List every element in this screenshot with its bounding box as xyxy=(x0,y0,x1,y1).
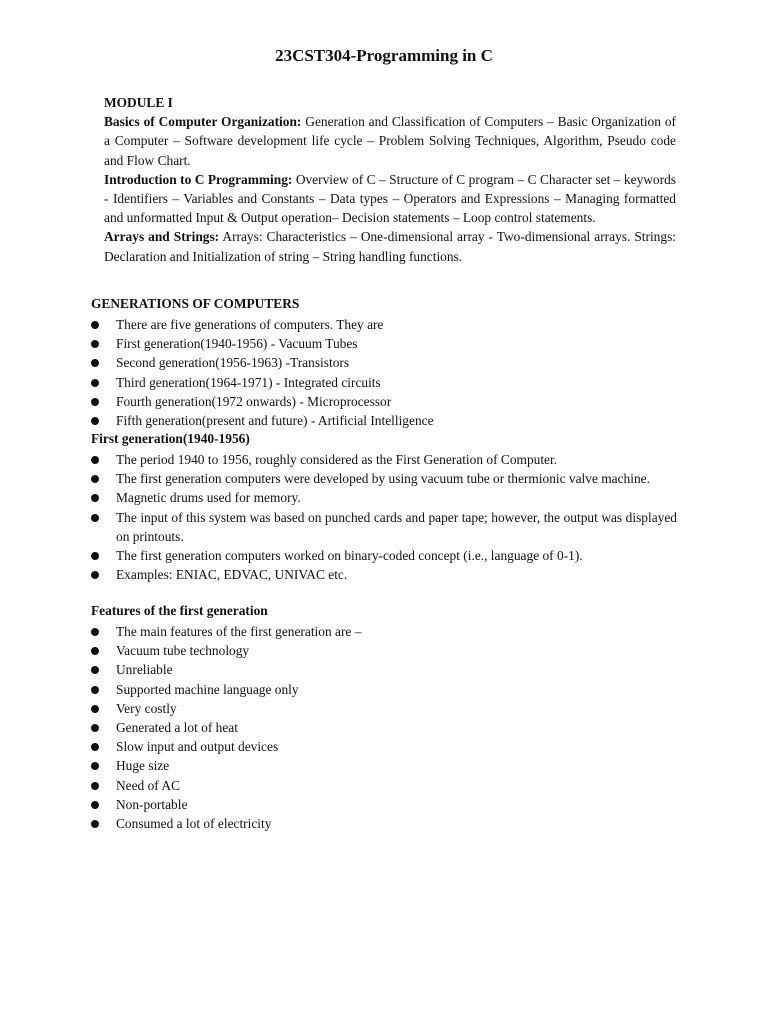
list-item xyxy=(91,756,677,775)
features-heading: Features of the first generation xyxy=(91,603,268,618)
bullet-icon xyxy=(91,456,99,464)
list-item-text: There are five generations of computers. They are xyxy=(116,317,384,332)
bullet-icon xyxy=(91,628,99,636)
list-item-text: The first generation computers were developed by using vacuum tube or thermionic valve machine. xyxy=(116,471,650,487)
list-item-text: Non-portable xyxy=(116,796,188,812)
features-list xyxy=(91,622,677,833)
list-item-text: Unreliable xyxy=(116,662,173,678)
bullet-icon xyxy=(91,782,99,790)
bullet-icon xyxy=(91,647,99,655)
generations-list xyxy=(91,315,677,430)
list-item-text: Supported machine language only xyxy=(116,681,299,697)
bullet-icon xyxy=(91,724,99,732)
bullet-icon xyxy=(91,514,99,522)
module-paragraph xyxy=(104,227,676,265)
list-item xyxy=(91,622,677,641)
module-heading: MODULE I xyxy=(104,95,173,110)
document-title: 23CST304-Programming in C xyxy=(275,46,493,65)
list-item-text: Need of AC xyxy=(116,777,180,793)
bullet-icon xyxy=(91,552,99,560)
module-paragraph xyxy=(104,170,676,228)
list-item xyxy=(91,392,677,411)
first-generation-heading: First generation(1940-1956) xyxy=(91,431,250,446)
list-item xyxy=(91,795,677,814)
list-item xyxy=(91,660,677,679)
list-item xyxy=(91,315,677,334)
list-item xyxy=(91,814,677,833)
list-item-text: Vacuum tube technology xyxy=(116,643,250,659)
list-item-text: Slow input and output devices xyxy=(116,739,279,755)
list-item-text: Third generation(1964-1971) - Integrated circuits xyxy=(116,374,381,390)
list-item xyxy=(91,508,677,546)
first-generation-list xyxy=(91,450,677,584)
bullet-icon xyxy=(91,417,99,425)
bullet-icon xyxy=(91,398,99,406)
bullet-icon xyxy=(91,475,99,483)
generations-heading: GENERATIONS OF COMPUTERS xyxy=(91,296,300,311)
list-item xyxy=(91,353,677,372)
bullet-icon xyxy=(91,705,99,713)
bullet-icon xyxy=(91,762,99,770)
list-item-text: Consumed a lot of electricity xyxy=(116,816,272,832)
list-item xyxy=(91,776,677,795)
list-item-text: The main features of the first generation are – xyxy=(116,624,362,639)
bullet-icon xyxy=(91,801,99,809)
list-item-text: Magnetic drums used for memory. xyxy=(116,490,301,506)
bullet-icon xyxy=(91,686,99,694)
list-item xyxy=(91,373,677,392)
list-item xyxy=(91,450,677,469)
topic-label: Introduction to C Programming: xyxy=(104,171,293,187)
list-item xyxy=(91,469,677,488)
topic-text: Overview of C – Structure of C program – C Character set – keywords - Identifiers – Variables and Constants – Data types – Operators and Expressions – Managing formatted and unformatted Input & Output operation– Decision statements – Loop control statements. xyxy=(104,171,676,226)
bullet-icon xyxy=(91,571,99,579)
module-paragraph xyxy=(104,112,676,170)
bullet-icon xyxy=(91,820,99,828)
list-item-text: Huge size xyxy=(116,758,170,774)
list-item-text: Fourth generation(1972 onwards) - Microprocessor xyxy=(116,393,392,409)
module-section xyxy=(104,93,676,266)
topic-label: Arrays and Strings: xyxy=(104,229,220,245)
topic-label: Basics of Computer Organization: xyxy=(104,114,302,130)
topic-text: Generation and Classification of Computers – Basic Organization of a Computer – Software development life cycle – Problem Solving Techniques, Algorithm, Pseudo code and Flow Chart. xyxy=(104,114,676,168)
list-item xyxy=(91,546,677,565)
list-item xyxy=(91,411,677,430)
topic-text: Arrays: Characteristics – One-dimensional array - Two-dimensional arrays. Strings: Declaration and Initialization of string – String handling functions. xyxy=(104,229,676,264)
bullet-icon xyxy=(91,494,99,502)
bullet-icon xyxy=(91,666,99,674)
list-item-text: Examples: ENIAC, EDVAC, UNIVAC etc. xyxy=(116,567,348,583)
bullet-icon xyxy=(91,359,99,367)
list-item xyxy=(91,737,677,756)
list-item-text: Very costly xyxy=(116,700,177,716)
list-item xyxy=(91,680,677,699)
list-item-text: First generation(1940-1956) - Vacuum Tubes xyxy=(116,336,358,352)
bullet-icon xyxy=(91,321,99,329)
bullet-icon xyxy=(91,340,99,348)
list-item xyxy=(91,565,677,584)
list-item xyxy=(91,641,677,660)
list-item-text: Second generation(1956-1963) -Transistors xyxy=(116,355,350,371)
bullet-icon xyxy=(91,743,99,751)
list-item xyxy=(91,488,677,507)
list-item-text: Generated a lot of heat xyxy=(116,720,238,736)
list-item xyxy=(91,718,677,737)
list-item-text: The input of this system was based on punched cards and paper tape; however, the output was displayed on printouts. xyxy=(116,509,677,544)
list-item-text: The first generation computers worked on binary-coded concept (i.e., language of 0-1). xyxy=(116,548,583,564)
list-item xyxy=(91,334,677,353)
list-item-text: Fifth generation(present and future) - Artificial Intelligence xyxy=(116,413,434,429)
list-item-text: The period 1940 to 1956, roughly considered as the First Generation of Computer. xyxy=(116,452,558,467)
list-item xyxy=(91,699,677,718)
bullet-icon xyxy=(91,379,99,387)
